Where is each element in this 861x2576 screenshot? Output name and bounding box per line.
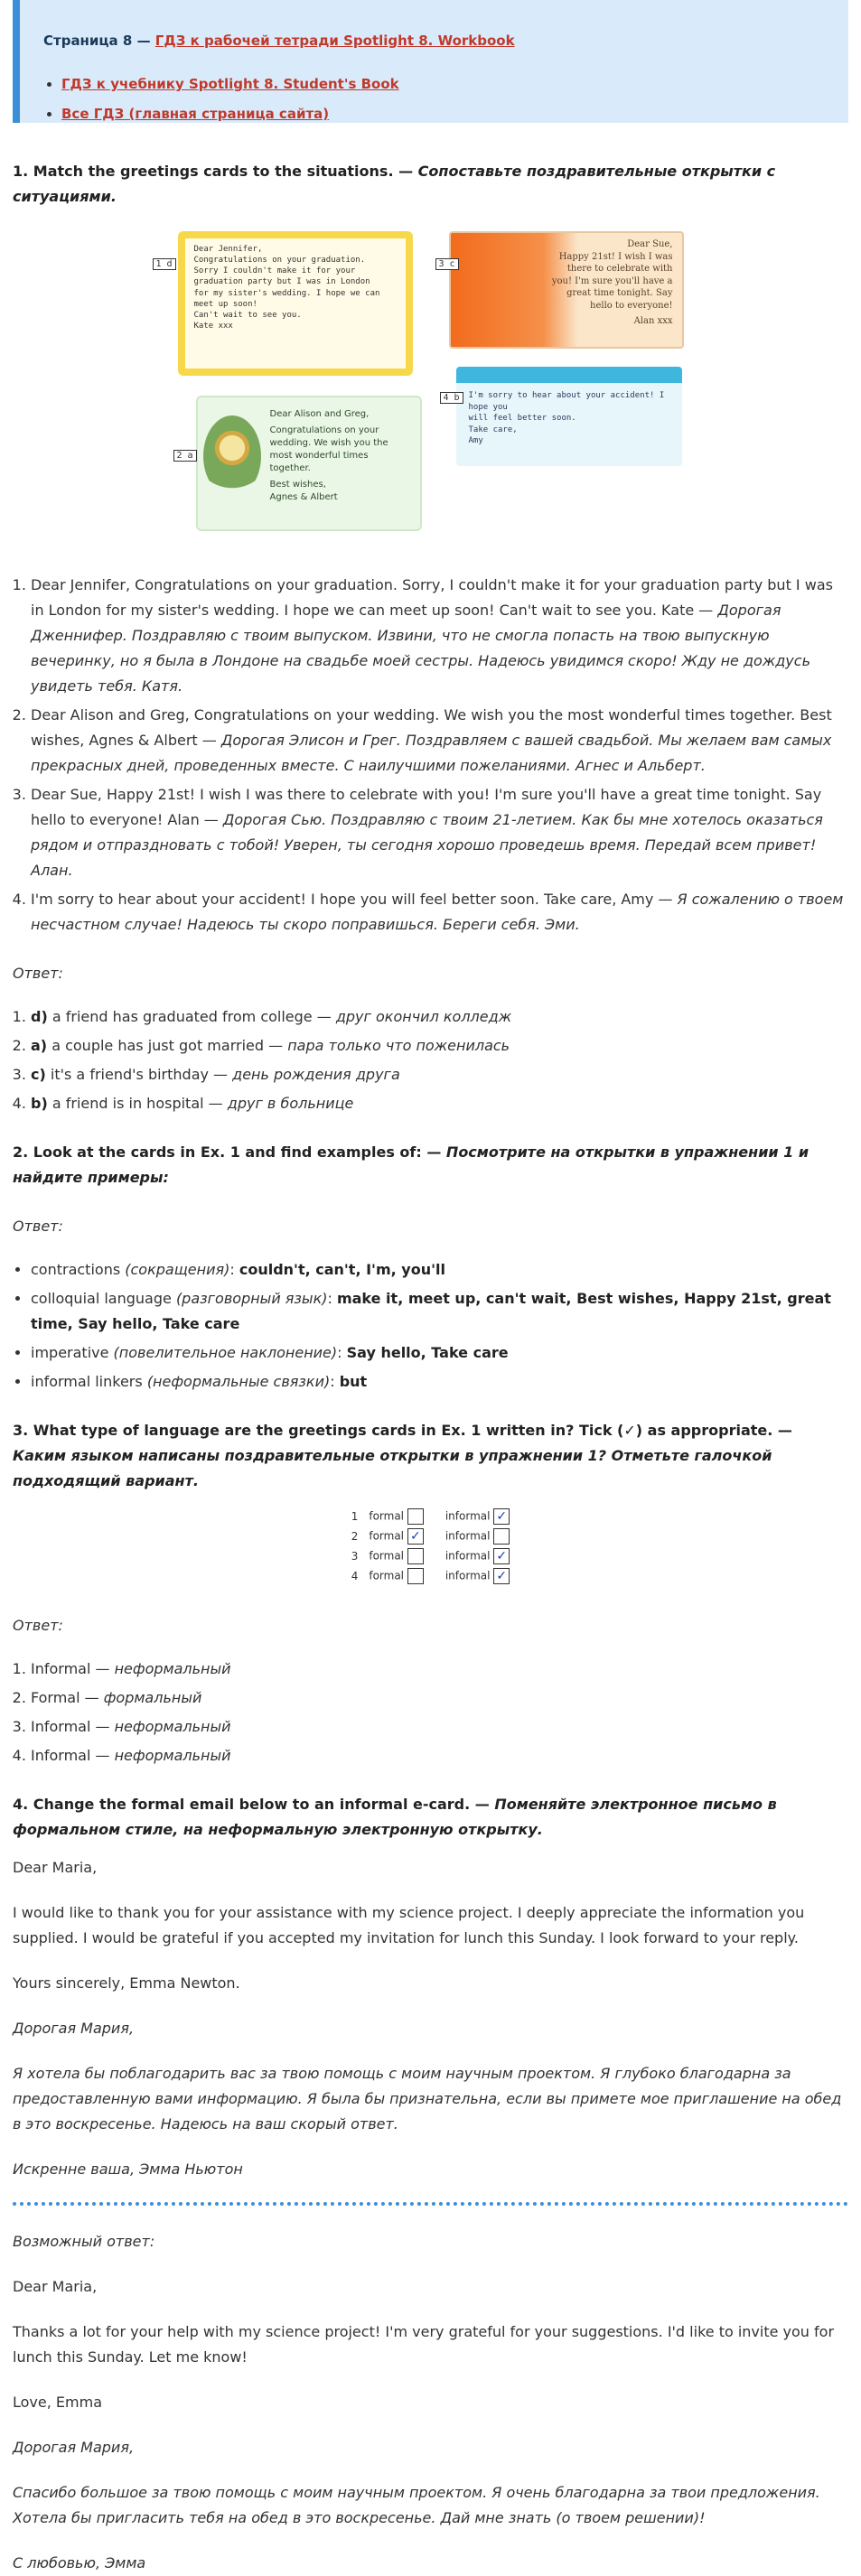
list-item	[31, 573, 848, 699]
card-1-line: Dear Jennifer,	[193, 245, 263, 254]
item-term: informal linkers	[31, 1373, 143, 1390]
ex2-title-en: 2. Look at the cards in Ex. 1 and find examples of: —	[13, 1143, 442, 1161]
card-3-line: hello to everyone!	[590, 300, 673, 311]
ex3-answers	[13, 1657, 848, 1769]
table-row	[346, 1507, 516, 1526]
card-1-line: Can't wait to see you.	[193, 310, 302, 320]
separator: —	[132, 33, 155, 49]
ex4-title-en: 4. Change the formal email below to an informal e-card. —	[13, 1796, 490, 1813]
item-sep: :	[327, 1290, 332, 1307]
answer-en: a friend has graduated from college —	[51, 1008, 332, 1025]
item-ru: Дорогая Сью. Поздравляю с твоим 21-летием. Как бы мне хотелось оказаться рядом и отпраздновать с тобой! Уверен, ты сегодня хорошо проведешь время. Передай всем привет! Алан.	[31, 811, 823, 879]
nav-link-item	[61, 102, 827, 126]
answer-en: Informal —	[31, 1747, 110, 1764]
answer-ru: день рождения друга	[232, 1066, 400, 1083]
answer-en: Informal —	[31, 1660, 110, 1677]
item-examples: make it, meet up, can't wait, Best wishes, Happy 21st, great time, Say hello, Take care	[31, 1290, 831, 1332]
card-1	[178, 231, 413, 376]
item-ru: Я сожалению о твоем несчастном случае! Надеюсь ты скоро поправишься. Береги себя. Эми.	[31, 891, 844, 933]
card-2-line: Best wishes,	[269, 480, 326, 490]
checkbox-formal	[407, 1548, 424, 1564]
answer-ru: формальный	[103, 1689, 202, 1706]
ecard-greeting-ru: Дорогая Мария,	[13, 2439, 135, 2456]
card-1-line: for my sister's wedding. I hope we can	[193, 288, 380, 298]
card-3-line: there to celebrate with	[566, 264, 673, 274]
formal-label: formal	[369, 1509, 405, 1523]
item-term-ru: (разговорный язык)	[175, 1290, 328, 1307]
item-term: contractions	[31, 1261, 121, 1278]
list-item	[31, 1257, 848, 1283]
item-term-ru: (повелительное наклонение)	[113, 1344, 338, 1361]
list-item	[31, 1004, 848, 1030]
ecard-body: Thanks a lot for your help with my science project! I'm very grateful for your suggestions. I'd like to invite you for lunch this Sunday. Let me know!	[13, 2323, 835, 2366]
checkbox-informal: ✓	[493, 1548, 510, 1564]
list-item	[31, 1062, 848, 1087]
item-en: Dear Jennifer, Congratulations on your graduation. Sorry, I couldn't make it for your graduation party but I was in London for my sister's wedding. I hope we can meet up soon! Can't wait to see you. Kate —	[31, 576, 833, 619]
card-1-line: Kate xxx	[193, 321, 233, 331]
checkbox-formal	[407, 1568, 424, 1584]
ex1-list	[13, 573, 848, 938]
answer-ru: неформальный	[114, 1747, 231, 1764]
row-number: 2	[351, 1530, 359, 1543]
card-1-line: Sorry I couldn't make it for your	[193, 266, 356, 276]
checkbox-informal: ✓	[493, 1508, 510, 1525]
row-number: 3	[351, 1550, 359, 1563]
email-greeting: Dear Maria,	[13, 1859, 98, 1876]
page-label: Страница 8	[43, 33, 133, 49]
ecard-signoff-ru: С любовью, Эмма	[13, 2554, 146, 2571]
email-signoff: Yours sincerely, Emma Newton.	[13, 1974, 240, 1992]
possible-answer-label: Возможный ответ:	[13, 2233, 155, 2250]
ex1-answers	[13, 1004, 848, 1116]
workbook-link[interactable]: ГДЗ к рабочей тетради Spotlight 8. Workbook	[154, 33, 515, 49]
card-1-tag: 1 d	[153, 258, 176, 270]
card-2-line: Agnes & Albert	[269, 492, 338, 502]
answer-en: a couple has just got married —	[51, 1037, 284, 1054]
ex3-title-ru: Каким языком написаны поздравительные открытки в упражнении 1? Отметьте галочкой подходящий вариант.	[13, 1447, 772, 1489]
answer-key: a)	[31, 1037, 48, 1054]
card-4-tag: 4 b	[440, 392, 463, 404]
card-4-line: Amy	[468, 436, 483, 446]
card-1-line: graduation party but I was in London	[193, 277, 370, 287]
item-term: imperative	[31, 1344, 109, 1361]
card-4-line: will feel better soon.	[468, 414, 576, 424]
list-item	[31, 1340, 848, 1366]
formal-label: formal	[369, 1529, 405, 1543]
informal-label: informal	[445, 1509, 491, 1523]
list-item	[31, 1685, 848, 1711]
card-3-line: Alan xxx	[633, 316, 673, 326]
answer-ru: друг окончил колледж	[335, 1008, 512, 1025]
tick-table	[13, 1507, 848, 1586]
ex3-title	[13, 1418, 848, 1494]
flower-graphic	[203, 415, 261, 497]
card-3-line: Dear Sue,	[627, 239, 673, 249]
email-greeting-ru: Дорогая Мария,	[13, 2020, 135, 2037]
item-en: I'm sorry to hear about your accident! I hope you will feel better soon. Take care, Amy —	[31, 891, 673, 908]
table-row	[346, 1546, 516, 1566]
answer-key: b)	[31, 1095, 48, 1112]
answer-en: it's a friend's birthday —	[50, 1066, 229, 1083]
answer-key: d)	[31, 1008, 48, 1025]
card-2	[196, 396, 422, 531]
answer-key: c)	[31, 1066, 46, 1083]
answer-label: Ответ:	[13, 1218, 63, 1235]
item-sep: :	[337, 1344, 342, 1361]
informal-label: informal	[445, 1549, 491, 1563]
list-item	[31, 1033, 848, 1059]
informal-label: informal	[445, 1529, 491, 1543]
ex2-title-ru: Посмотрите на открытки в упражнении 1 и найдите примеры:	[13, 1143, 810, 1186]
item-term-ru: (неформальные связки)	[146, 1373, 331, 1390]
item-examples: Say hello, Take care	[346, 1344, 509, 1361]
card-3-line: Happy 21st! I wish I was	[558, 251, 673, 262]
list-item	[31, 703, 848, 779]
list-item	[31, 1743, 848, 1769]
list-item	[31, 887, 848, 938]
card-2-line: Dear Alison and Greg,	[269, 409, 370, 419]
answer-en: Informal —	[31, 1718, 110, 1735]
list-item	[31, 1091, 848, 1116]
list-item	[31, 1369, 848, 1395]
card-3	[449, 231, 684, 349]
ecard-body-ru: Спасибо большое за твою помощь с моим научным проектом. Я очень благодарна за твои предложения. Хотела бы пригласить тебя на обед в это воскресенье. Дай мне знать (о твоем решении)!	[13, 2484, 820, 2526]
item-sep: :	[330, 1373, 335, 1390]
answer-ru: пара только что поженилась	[287, 1037, 510, 1054]
list-item	[31, 1286, 848, 1337]
item-en: Dear Alison and Greg, Congratulations on your wedding. We wish you the most wonderful times together. Best wishes, Agnes & Albert —	[31, 706, 832, 749]
item-examples: but	[339, 1373, 368, 1390]
item-term-ru: (сокращения)	[125, 1261, 230, 1278]
formal-label: formal	[369, 1549, 405, 1563]
card-1-line: Congratulations on your graduation.	[193, 256, 366, 266]
list-item	[31, 782, 848, 883]
item-ru: Дорогая Дженнифер. Поздравляю с твоим выпуском. Извини, что не смогла попасть на твою выпускную вечеринку, но я была в Лондоне на свадьбе моей сестры. Надеюсь увидимся скоро! Жду не дождусь увидеть тебя. Катя.	[31, 602, 810, 695]
card-3-line: you! I'm sure you'll have a	[551, 275, 673, 286]
ecard-signoff: Love, Emma	[13, 2394, 102, 2411]
ecard-greeting: Dear Maria,	[13, 2278, 98, 2295]
ex2-list	[13, 1257, 848, 1395]
card-2-tag: 2 a	[173, 450, 197, 462]
students-book-link[interactable]: ГДЗ к учебнику Spotlight 8. Student's Book	[61, 76, 399, 93]
page-heading	[43, 29, 827, 52]
formal-informal-table	[346, 1507, 516, 1586]
card-2-line: together.	[269, 463, 311, 473]
list-item	[31, 1657, 848, 1682]
nav-link-item	[61, 72, 827, 96]
informal-label: informal	[445, 1569, 491, 1582]
row-number: 4	[351, 1570, 359, 1582]
nav-links	[43, 72, 827, 126]
answer-label: Ответ:	[13, 965, 63, 982]
card-4-line: I'm sorry to hear about your accident! I hope you	[468, 391, 665, 412]
cards-illustration	[155, 222, 693, 556]
answer-en: Formal —	[31, 1689, 99, 1706]
dotted-divider	[13, 2202, 848, 2206]
answer-label: Ответ:	[13, 1617, 63, 1634]
item-sep: :	[229, 1261, 235, 1278]
card-4-line: Take care,	[468, 425, 518, 434]
ex1-title	[13, 159, 848, 210]
item-ru: Дорогая Элисон и Грег. Поздравляем с вашей свадьбой. Мы желаем вам самых прекрасных дней, проведенных вместе. С наилучшими пожеланиями. Агнес и Альберт.	[31, 732, 832, 774]
card-2-line: most wonderful times	[269, 451, 369, 461]
email-signoff-ru: Искренне ваша, Эмма Ньютон	[13, 2161, 243, 2178]
formal-label: formal	[369, 1569, 405, 1582]
card-3-tag: 3 c	[435, 258, 459, 270]
greeting-cards-image	[13, 222, 848, 556]
answer-ru: неформальный	[114, 1660, 231, 1677]
ex3-title-en: 3. What type of language are the greetings cards in Ex. 1 written in? Tick (✓) as appropriate. —	[13, 1422, 792, 1439]
answer-en: a friend is in hospital —	[51, 1095, 223, 1112]
home-link[interactable]: Все ГДЗ (главная страница сайта)	[61, 105, 330, 122]
item-en: Dear Sue, Happy 21st! I wish I was there to celebrate with you! I'm sure you'll have a great time tonight. Say hello to everyone! Alan —	[31, 786, 822, 828]
card-3-line: great time tonight. Say	[566, 288, 673, 298]
ex2-title	[13, 1140, 848, 1190]
answer-ru: друг в больнице	[227, 1095, 354, 1112]
card-4	[456, 367, 682, 466]
email-body-ru: Я хотела бы поблагодарить вас за твою помощь с моим научным проектом. Я глубоко благодарна за предоставленную вами информацию. Я была бы признательна, если вы примете мое приглашение на обед в это воскресенье. Надеюсь на ваш скорый ответ.	[13, 2065, 842, 2133]
item-examples: couldn't, can't, I'm, you'll	[239, 1261, 445, 1278]
answer-ru: неформальный	[114, 1718, 231, 1735]
table-row	[346, 1526, 516, 1546]
ex1-title-ru: Сопоставьте поздравительные открытки с ситуациями.	[13, 163, 776, 205]
ex1-title-en: 1. Match the greetings cards to the situations. —	[13, 163, 414, 180]
ex4-title	[13, 1792, 848, 1843]
card-2-line: Congratulations on your	[269, 425, 379, 435]
checkbox-informal	[493, 1528, 510, 1545]
ex4-title-ru: Поменяйте электронное письмо в формальном стиле, на неформальную электронную открытку.	[13, 1796, 777, 1838]
row-number: 1	[351, 1510, 359, 1523]
card-1-line: meet up soon!	[193, 299, 257, 309]
list-item	[31, 1714, 848, 1740]
item-term: colloquial language	[31, 1290, 172, 1307]
checkbox-formal	[407, 1508, 424, 1525]
email-body: I would like to thank you for your assistance with my science project. I deeply appreciate the information you supplied. I would be grateful if you accepted my invitation for lunch this Sunday. I look forward to your reply.	[13, 1904, 805, 1946]
navigation-box	[13, 0, 848, 123]
checkbox-informal: ✓	[493, 1568, 510, 1584]
checkbox-formal: ✓	[407, 1528, 424, 1545]
card-2-line: wedding. We wish you the	[269, 438, 388, 448]
table-row	[346, 1566, 516, 1586]
